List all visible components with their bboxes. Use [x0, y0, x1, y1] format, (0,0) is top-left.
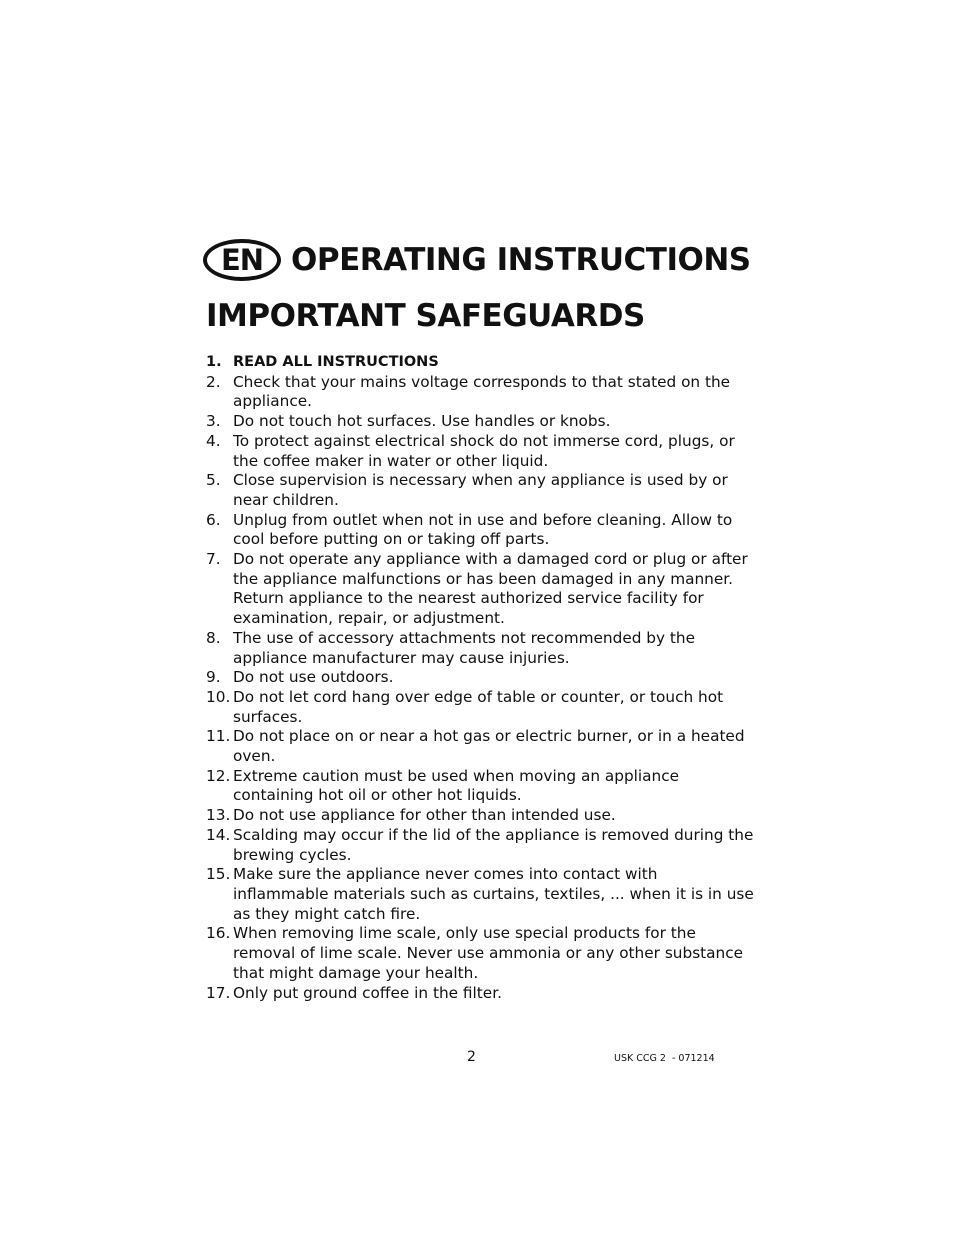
- list-item: [206, 924, 756, 983]
- list-item: [206, 865, 756, 924]
- page-header: [203, 236, 751, 284]
- item-text: Do not use outdoors.: [233, 668, 394, 687]
- item-text: Extreme caution must be used when moving an appliance containing hot oil or other hot liquids.: [233, 766, 680, 805]
- list-item: [206, 471, 756, 510]
- item-text: To protect against electrical shock do not immerse cord, plugs, or the coffee maker in water or other liquid.: [233, 431, 735, 470]
- item-text: READ ALL INSTRUCTIONS: [233, 354, 439, 370]
- list-item: [206, 984, 756, 1004]
- item-text: Do not let cord hang over edge of table or counter, or touch hot surfaces.: [233, 687, 724, 726]
- item-text: Make sure the appliance never comes into contact with inflammable materials such as curtains, textiles, ... when it is in use as they might catch fire.: [233, 865, 754, 923]
- item-number: 11.: [206, 727, 231, 746]
- item-number: 14.: [206, 825, 231, 844]
- item-number: 5.: [206, 471, 221, 490]
- list-item: [206, 727, 756, 766]
- page-number: 2: [467, 1049, 476, 1065]
- item-number: 7.: [206, 550, 221, 569]
- item-number: 16.: [206, 924, 231, 943]
- item-text: Do not operate any appliance with a damaged cord or plug or after the appliance malfunctions or has been damaged in any manner. Return appliance to the nearest authorized service facility for examination, repair, or adjustment.: [233, 550, 748, 628]
- list-item: [206, 668, 756, 688]
- list-item: [206, 629, 756, 668]
- item-text: Do not place on or near a hot gas or electric burner, or in a heated oven.: [233, 727, 745, 766]
- item-text: The use of accessory attachments not recommended by the appliance manufacturer may cause injuries.: [233, 628, 696, 667]
- item-number: 17.: [206, 983, 231, 1002]
- item-text: Unplug from outlet when not in use and before cleaning. Allow to cool before putting on or taking off parts.: [233, 510, 733, 549]
- item-text: Close supervision is necessary when any appliance is used by or near children.: [233, 471, 728, 509]
- item-number: 8.: [206, 628, 221, 647]
- item-number: 6.: [206, 510, 221, 529]
- item-text: Do not touch hot surfaces. Use handles or knobs.: [233, 412, 611, 431]
- list-item: [206, 432, 756, 471]
- list-item: [206, 511, 756, 550]
- item-number: 9.: [206, 668, 221, 687]
- item-text: Scalding may occur if the lid of the appliance is removed during the brewing cycles.: [233, 825, 754, 864]
- header-title: OPERATING INSTRUCTIONS: [291, 241, 751, 278]
- item-number: 3.: [206, 412, 221, 431]
- item-number: 15.: [206, 865, 231, 884]
- item-number: 1.: [206, 354, 222, 370]
- item-text: Do not use appliance for other than intended use.: [233, 806, 616, 825]
- list-item: [206, 826, 756, 865]
- section-title: IMPORTANT SAFEGUARDS: [206, 298, 645, 334]
- item-text: Only put ground coffee in the filter.: [233, 983, 502, 1002]
- item-number: 4.: [206, 431, 221, 450]
- item-text: Check that your mains voltage corresponds to that stated on the appliance.: [233, 372, 731, 411]
- list-item: [206, 373, 756, 412]
- list-item: [206, 688, 756, 727]
- item-number: 12.: [206, 766, 231, 785]
- list-item: [206, 550, 756, 629]
- language-code: EN: [220, 242, 264, 277]
- list-item: [206, 806, 756, 826]
- item-number: 2.: [206, 372, 221, 391]
- list-item: [206, 353, 756, 373]
- item-number: 10.: [206, 687, 231, 706]
- language-badge: [203, 239, 281, 281]
- list-item: [206, 767, 756, 806]
- list-item: [206, 412, 756, 432]
- document-code: USK CCG 2 - 071214: [614, 1053, 715, 1064]
- item-number: 13.: [206, 806, 231, 825]
- safeguards-list: [206, 353, 756, 1003]
- item-text: When removing lime scale, only use special products for the removal of lime scale. Never use ammonia or any other substance that might damage your health.: [233, 924, 744, 982]
